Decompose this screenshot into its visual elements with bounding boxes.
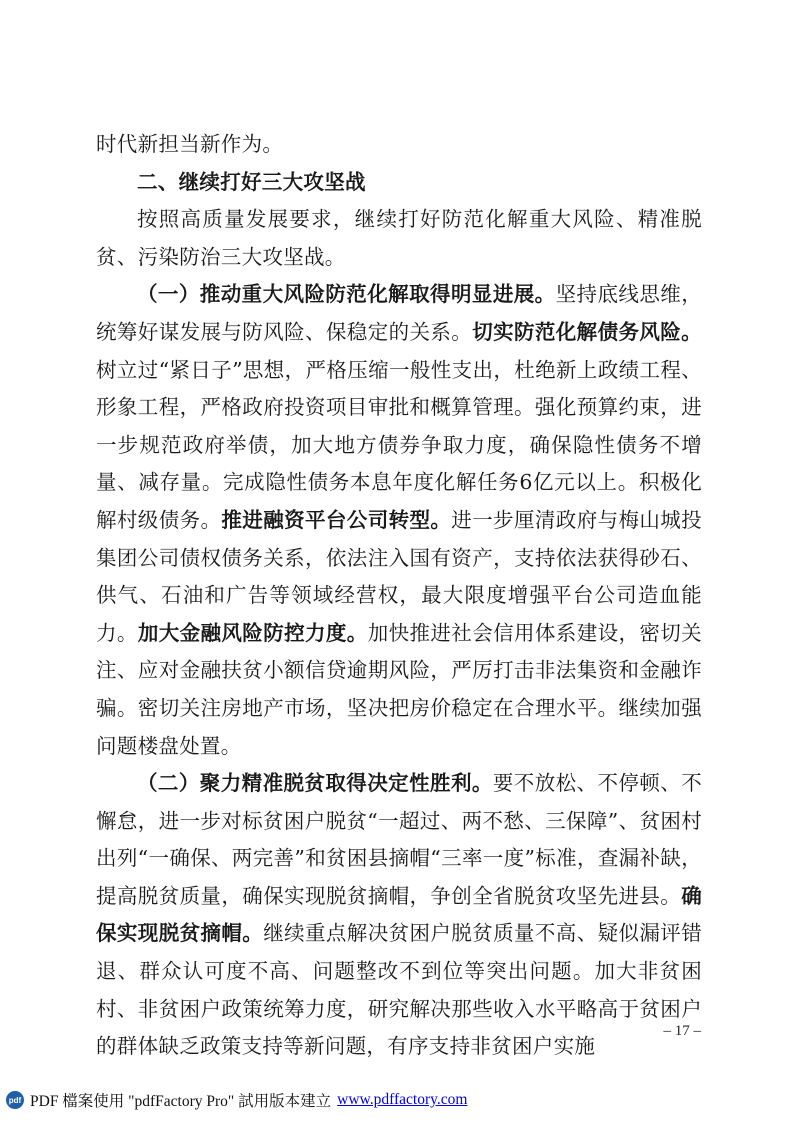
- section-heading: 二、继续打好三大攻坚战: [137, 169, 366, 194]
- paragraph-poverty-alleviation: [96, 765, 702, 1066]
- paragraph-heading: （一）推动重大风险防范化解取得明显进展。: [137, 282, 556, 307]
- subheading-financing-platform: 推进融资平台公司转型。: [221, 507, 452, 532]
- pdf-logo-icon: pdf: [6, 1091, 24, 1109]
- subheading-financial-risk: 加大金融风险防控力度。: [137, 620, 368, 645]
- subheading-debt-risk: 切实防范化解债务风险。: [472, 319, 702, 344]
- pdf-footer: [6, 1088, 467, 1112]
- paragraph-text: 坚持底线思维，统筹好谋发展与防风险、保稳定的关系。: [96, 282, 702, 344]
- paragraph-text: 树立过“紧日子”思想，严格压缩一般性支出，杜绝新上政绩工程、形象工程，严格政府投资项目审批和概算管理。强化预算约束，进一步规范政府举债，加大地方债券争取力度，确保隐性债务不增量、减存量。完成隐性债务本息年度化解任务6亿元以上。积极化解村级债务。: [96, 357, 702, 532]
- paragraph-text: 要不放松、不停顿、不懈怠，进一步对标贫困户脱贫“一超过、两不愁、三保障”、贫困村出列“一确保、两完善”和贫困县摘帽“三率一度”标准，查漏补缺，提高脱贫质量，确保实现脱贫摘帽，争创全省脱贫攻坚先进县。: [96, 771, 703, 908]
- paragraph-text: 继续重点解决贫困户脱贫质量不高、疑似漏评错退、群众认可度不高、问题整改不到位等突出问题。加大非贫困村、非贫困户政策统筹力度，研究解决那些收入水平略高于贫困户的群体缺乏政策支持等新问题，有序支持非贫困户实施: [96, 921, 702, 1059]
- subheading-poverty-exit: 确保实现脱贫摘帽。: [96, 883, 702, 946]
- continuation-text: 时代新担当新作为。: [96, 132, 284, 156]
- footer-link[interactable]: www.pdffactory.com: [337, 1091, 468, 1108]
- footer-text: PDF 檔案使用 "pdfFactory Pro" 試用版本建立: [30, 1093, 332, 1110]
- paragraph-text: 加快推进社会信用体系建设，密切关注、应对金融扶贫小额信贷逾期风险，严厉打击非法集资和金融诈骗。密切关注房地产市场，坚决把房价稳定在合理水平。继续加强问题楼盘处置。: [96, 620, 702, 758]
- paragraph-heading: （二）聚力精准脱贫取得决定性胜利。: [137, 771, 493, 796]
- paragraph-risk-prevention: [96, 276, 702, 765]
- paragraph-text: 进一步厘清政府与梅山城投集团公司债权债务关系，依法注入国有资产，支持依法获得砂石、供气、石油和广告等领域经营权，最大限度增强平台公司造血能力。: [96, 507, 702, 645]
- section-intro: 按照高质量发展要求，继续打好防范化解重大风险、精准脱贫、污染防治三大攻坚战。: [96, 207, 702, 269]
- document-body: [96, 126, 702, 1066]
- page-number: – 17 –: [663, 1023, 701, 1039]
